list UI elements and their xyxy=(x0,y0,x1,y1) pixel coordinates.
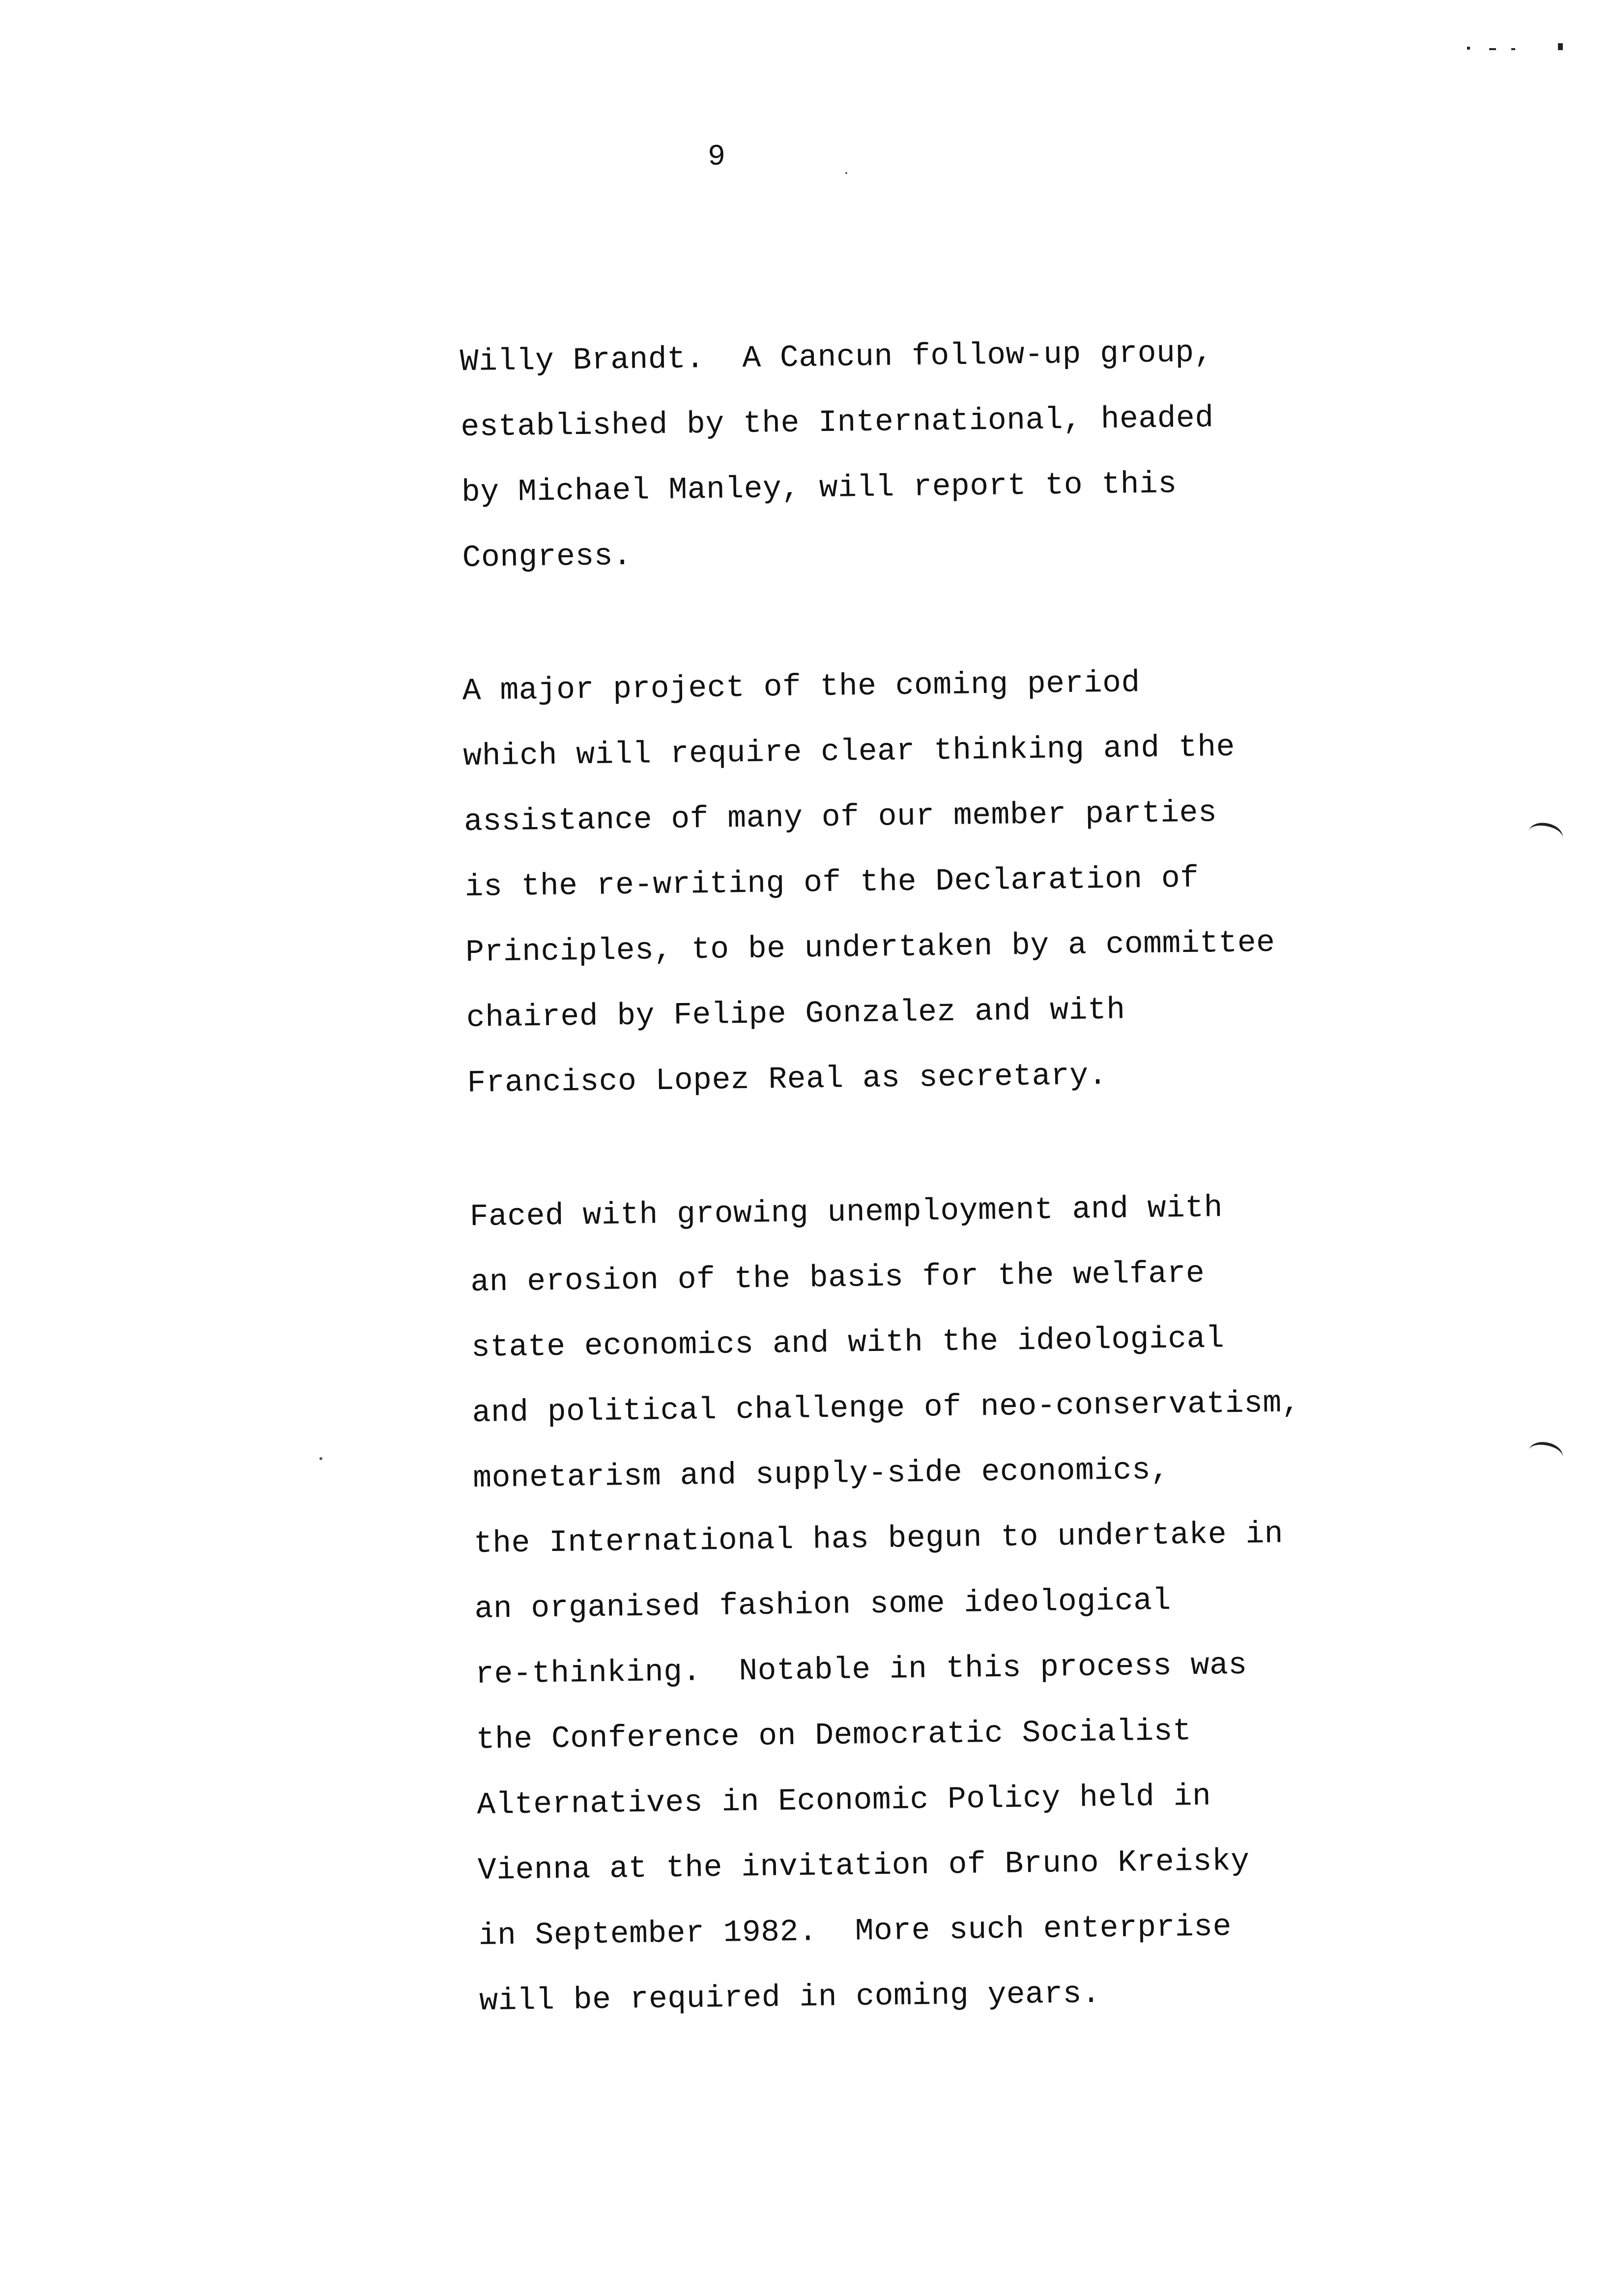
text-line: Willy Brandt. A Cancun follow-up group, xyxy=(460,335,1213,379)
text-line: Alternatives in Economic Policy held in xyxy=(477,1779,1211,1823)
text-line: by Michael Manley, will report to this xyxy=(461,466,1178,510)
text-line: Principles, to be undertaken by a committee xyxy=(465,925,1275,970)
text-line: Congress. xyxy=(462,538,632,575)
text-line: established by the International, headed xyxy=(461,401,1214,445)
text-line: an erosion of the basis for the welfare xyxy=(470,1256,1205,1300)
text-line: will be required in coming years. xyxy=(479,1976,1101,2019)
scan-mark xyxy=(1489,48,1496,50)
text-line: in September 1982. More such enterprise xyxy=(478,1909,1232,1953)
text-line: state economics and with the ideological xyxy=(471,1321,1225,1365)
text-line: A major project of the coming period xyxy=(462,665,1141,709)
text-line: re-thinking. Notable in this process was xyxy=(475,1647,1248,1692)
scan-mark xyxy=(1558,43,1563,50)
text-line: monetarism and supply-side economics, xyxy=(472,1452,1170,1496)
text-line: the International has begun to undertake in xyxy=(473,1516,1284,1561)
text-line: chaired by Felipe Gonzalez and with xyxy=(466,992,1125,1035)
text-line: Francisco Lopez Real as secretary. xyxy=(467,1058,1108,1101)
text-line: the Conference on Democratic Socialist xyxy=(476,1714,1192,1757)
scan-dot xyxy=(845,172,847,174)
margin-mark-upper xyxy=(1526,820,1565,849)
paragraph-declaration-of-principles xyxy=(462,649,1277,1116)
text-line: Faced with growing unemployment and with xyxy=(469,1190,1223,1234)
scan-mark xyxy=(1467,47,1470,50)
text-line: is the re-writing of the Declaration of xyxy=(464,861,1199,905)
margin-mark-lower xyxy=(1526,1439,1565,1468)
scan-dot xyxy=(319,1457,322,1460)
paragraph-cancun-follow-up xyxy=(460,320,1216,591)
text-line: an organised fashion some ideological xyxy=(474,1583,1172,1627)
text-line: which will require clear thinking and the xyxy=(463,729,1236,774)
page-number: 9 xyxy=(708,141,726,174)
text-line: assistance of many of our member parties xyxy=(463,795,1217,839)
paragraph-ideological-rethinking xyxy=(469,1174,1308,2034)
text-line: and political challenge of neo-conservatism, xyxy=(472,1385,1301,1431)
scan-mark xyxy=(1511,48,1515,50)
text-line: Vienna at the invitation of Bruno Kreisky xyxy=(477,1843,1250,1888)
